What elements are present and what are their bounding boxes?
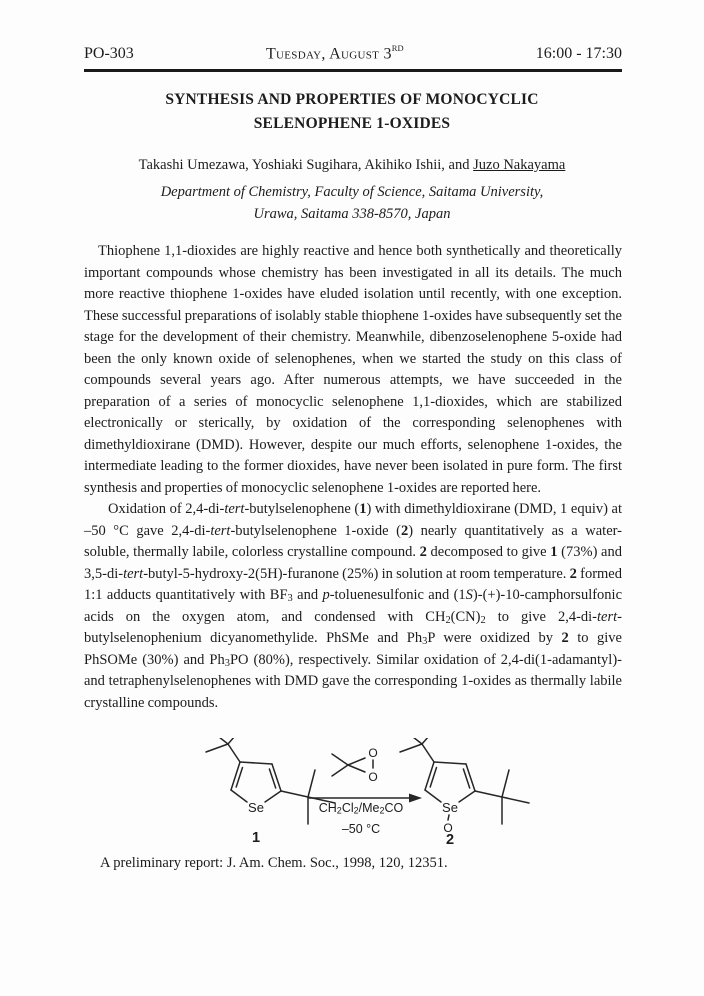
compound-2-structure: [400, 738, 529, 835]
title-line-1: SYNTHESIS AND PROPERTIES OF MONOCYCLIC: [165, 91, 539, 108]
session-code: PO-303: [84, 45, 134, 63]
temperature-condition: –50 °C: [341, 822, 381, 836]
oxygen-atom-label-bottom: O: [368, 770, 378, 784]
paper-title: [0, 88, 704, 136]
session-time: 16:00 - 17:30: [535, 45, 622, 63]
paragraph-1: Thiophene 1,1-dioxides are highly reactive and hence both synthetically and theoretically important compounds whose chemistry has been investigated in all its details. The much more reactive thiophene 1-oxides have eluded isolation until recently, with one exception. These successful preparations of isolably stable thiophene 1-oxides have subsequently set the stage for the development of their chemistry. Meanwhile, dibenzoselenophene 5-oxide had been the only known oxide of selenophenes, when we started the study on this class of compounds several years ago. After numerous attempts, we have succeeded in the preparation of a series of monocyclic selenophene 1,1-dioxides, which are stabilized electronically or sterically, by oxidation of the corresponding selenophenes with dimethyldioxirane (DMD). However, despite our much efforts, selenophene 1-oxides, the intermediate leading to the former dioxides, have never been isolated in pure form. The first synthesis and properties of monocyclic selenophene 1-oxides are reported here.: [84, 243, 622, 496]
reaction-scheme: [84, 738, 622, 860]
affiliation: [0, 181, 704, 225]
date-ordinal-superscript: RD: [391, 43, 404, 53]
author-list: Takashi Umezawa, Yoshiaki Sugihara, Akihiko Ishii, and Juzo Nakayama: [138, 157, 566, 173]
oxygen-atom-label-top: O: [368, 746, 378, 760]
abstract-body: [84, 241, 622, 714]
solvent-conditions: $CH_2Cl_2/Me_2CO$: [318, 801, 404, 816]
affiliation-line-2: Urawa, Saitama 338-8570, Japan: [253, 206, 451, 222]
paragraph-2: Oxidation of 2,4-di-tert-butylselenophene (1) with dimethyldioxirane (DMD, 1 equiv) at –50 °C gave 2,4-di-tert-butylselenophene 1-oxide (2) nearly quantitatively as a water-soluble, thermally labile, colorless crystalline compound. 2 decomposed to give 1 (73%) and 3,5-di-tert-butyl-5-hydroxy-2(5H)-furanone (25%) in solution at room temperature. 2 formed 1:1 adducts quantitatively with $BF_3$ and p-toluenesulfonic and (1S)-(+)-10-camphorsulfonic acids on the oxygen atom, and condensed with $CH_2(CN)_2$ to give 2,4-di-tert-butylselenophenium dicyanomethylide. PhSMe and $Ph_3P$ were oxidized by 2 to give PhSOMe (30%) and $Ph_3PO$ (80%), respectively. Similar oxidation of 2,4-di(1-adamantyl)- and tetraphenylselenophenes with DMD gave the corresponding 1-oxides as thermally labile crystalline compounds.: [84, 501, 623, 711]
dmd-reagent-structure: [332, 746, 378, 784]
page-header: [84, 44, 622, 63]
oxide-oxygen-label: O: [443, 821, 453, 835]
preliminary-report-reference: A preliminary report: J. Am. Chem. Soc., 1998, 120, 12351.: [100, 855, 448, 871]
affiliation-line-1: Department of Chemistry, Faculty of Science, Saitama University,: [160, 184, 544, 200]
selenium-atom-label-1: Se: [248, 800, 264, 815]
header-rule: [84, 69, 622, 72]
compound-1-number: 1: [251, 830, 261, 846]
reaction-scheme-drawing: [84, 738, 622, 860]
compound-2-number: 2: [445, 832, 455, 848]
session-date: Tuesday, August 3RD: [265, 43, 404, 63]
selenium-atom-label-2: Se: [442, 800, 458, 815]
title-line-2: SELENOPHENE 1-OXIDES: [253, 115, 451, 132]
